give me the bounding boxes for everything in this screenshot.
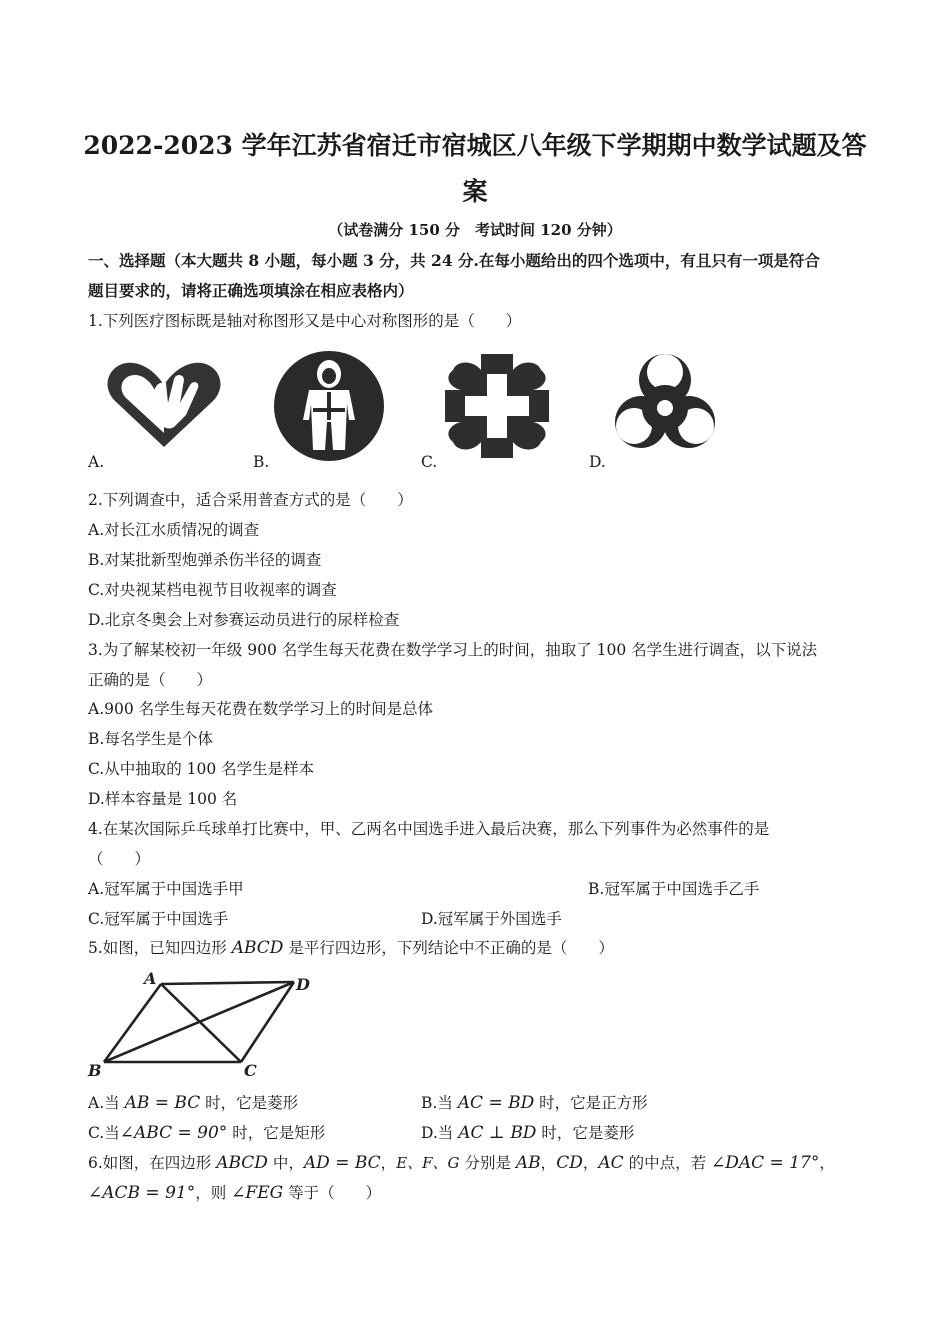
q4-option-c: C.冠军属于中国选手 [88,910,229,928]
q2-option-b: B.对某批新型炮弹杀伤半径的调查 [88,551,322,569]
heart-hand-icon [104,355,224,451]
q4-option-b: B.冠军属于中国选手乙手 [588,880,760,898]
page-title: 2022-2023 学年江苏省宿迁市宿城区八年级下学期期中数学试题及答 [83,131,867,160]
q2-option-c: C.对央视某档电视节目收视率的调查 [88,581,337,599]
question-6-stem-line2: ∠ACB = 91°，则 ∠FEG 等于（ ） [88,1183,382,1203]
q1-option-b-label: B. [253,453,270,471]
q4-option-d: D.冠军属于外国选手 [421,910,562,928]
q3-option-c: C.从中抽取的 100 名学生是样本 [88,760,315,778]
q1-option-a-label: A. [88,453,105,471]
vertex-label-d: D [296,975,310,994]
page-title-continued: 案 [462,177,488,206]
section-heading-line1: 一、选择题（本大题共 8 小题，每小题 3 分，共 24 分.在每小题给出的四个选项中，有且只有一项是符合 [88,251,820,270]
vertex-label-a: A [144,969,157,988]
section-heading-line2: 题目要求的，请将正确选项填涂在相应表格内） [88,281,414,300]
cross-flower-icon [441,350,553,462]
question-3-stem-line1: 3.为了解某校初一年级 900 名学生每天花费在数学学习上的时间，抽取了 100 名学生进行调查，以下说法 [88,641,818,659]
vertex-label-b: B [88,1061,102,1080]
question-5-stem: 5.如图，已知四边形 ABCD 是平行四边形，下列结论中不正确的是（ ） [88,938,614,958]
q2-option-a: A.对长江水质情况的调查 [88,521,260,539]
question-1-stem: 1.下列医疗图标既是轴对称图形又是中心对称图形的是（ ） [88,312,522,330]
q3-option-a: A.900 名学生每天花费在数学学习上的时间是总体 [88,700,434,718]
parallelogram-figure [86,968,326,1084]
q5-option-c: C.当∠ABC = 90° 时，它是矩形 [88,1123,326,1143]
protective-suit-icon [273,350,385,462]
q1-option-c-label: C. [421,453,438,471]
question-4-stem-line1: 4.在某次国际乒乓球单打比赛中，甲、乙两名中国选手进入最后决赛，那么下列事件为必然事件的是 [88,820,770,838]
question-4-stem-line2: （ ） [88,850,151,868]
biohazard-icon [607,350,723,466]
q3-option-b: B.每名学生是个体 [88,730,213,748]
q5-option-d: D.当 AC ⊥ BD 时，它是菱形 [421,1123,635,1143]
q2-option-d: D.北京冬奥会上对参赛运动员进行的尿样检查 [88,611,400,629]
q4-option-a: A.冠军属于中国选手甲 [88,880,244,898]
question-2-stem: 2.下列调查中，适合采用普查方式的是（ ） [88,491,413,509]
exam-info: （试卷满分 150 分 考试时间 120 分钟） [328,221,622,239]
q1-option-d-label: D. [589,453,606,471]
q5-option-a: A.当 AB = BC 时，它是菱形 [88,1093,299,1113]
question-6-stem-line1: 6.如图，在四边形 ABCD 中，AD = BC，E、F、G 分别是 AB，CD，AC 的中点，若 ∠DAC = 17°， [88,1153,835,1173]
q5-option-b: B.当 AC = BD 时，它是正方形 [421,1093,648,1113]
vertex-label-c: C [244,1061,257,1080]
q3-option-d: D.样本容量是 100 名 [88,790,238,808]
question-3-stem-line2: 正确的是（ ） [88,671,213,689]
